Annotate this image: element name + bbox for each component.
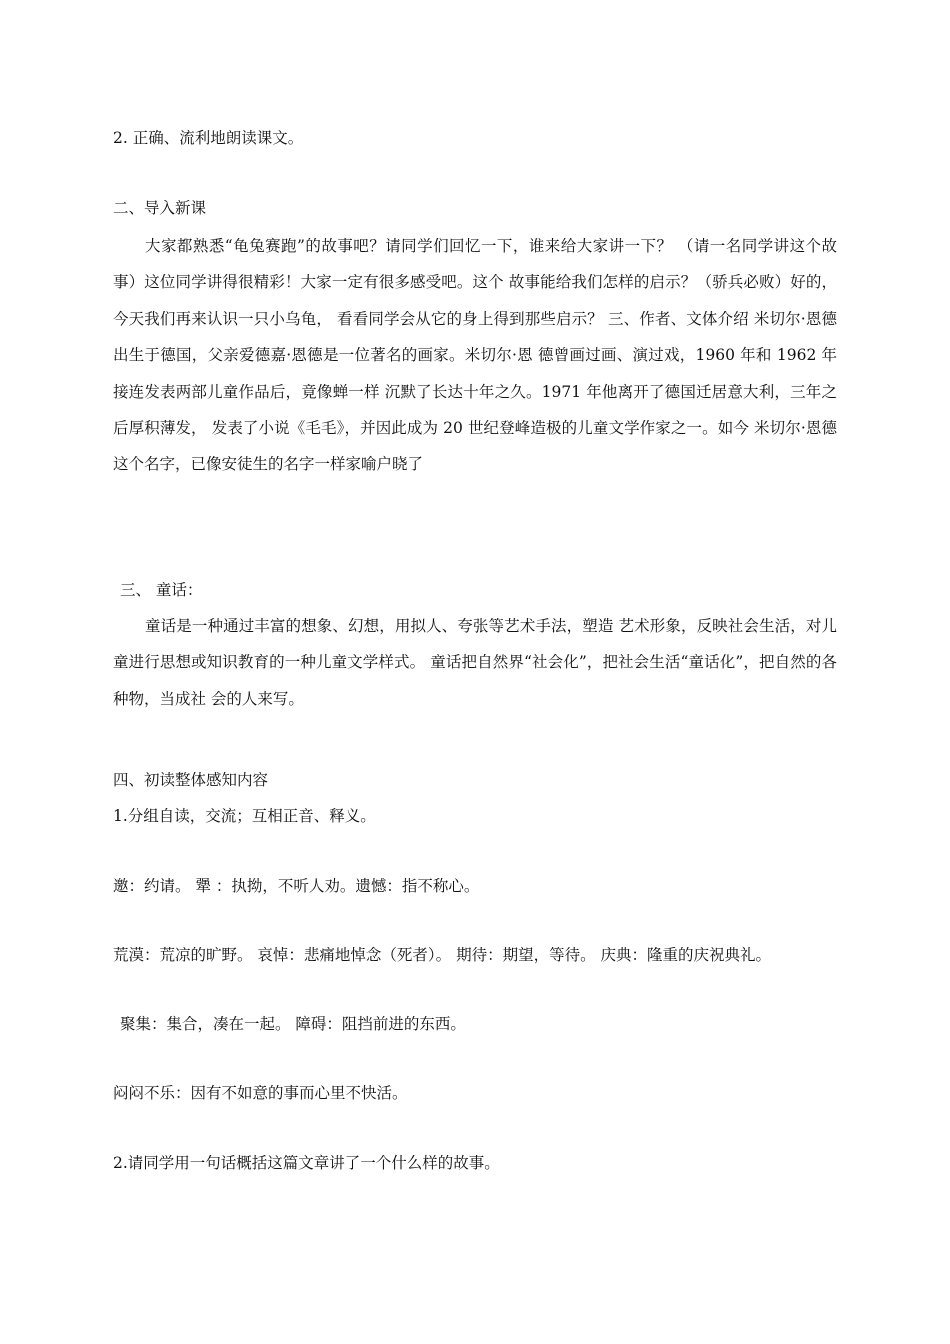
lead-in-paragraph: 大家都熟悉“龟兔赛跑”的故事吧？请同学们回忆一下，谁来给大家讲一下？ （请一名同学讲这个故事）这位同学讲得很精彩！大家一定有很多感受吧。这个 故事能给我们怎样的启示？（骄兵必败）好的，今天我们再来认识一只小乌龟， 看看同学会从它的身上得到那些启示？ 三、作者、文体介绍 米切尔·恩德出生于德国，父亲爱德嘉·恩德是一位著名的画家。米切尔·恩 德曾画过画、演过戏，1960 年和 1962 年接连发表两部儿童作品后，竟像蝉一样 沉默了长达十年之久。1971 年他离开了德国迁居意大利，三年之后厚积薄发， 发表了小说《毛毛》，并因此成为 20 世纪登峰造极的儿童文学作家之一。如今 米切尔·恩德这个名字，已像安徒生的名字一样家喻户晓了 (113, 237, 837, 474)
vocabulary-line-4: 闷闷不乐：因有不如意的事而心里不快活。 (113, 1084, 408, 1102)
section-heading-lead-in: 二、导入新课 (113, 199, 207, 217)
section-heading-first-reading: 四、初读整体感知内容 (113, 771, 269, 789)
vocabulary-line-1: 邀：约请。 犟 ：执拗，不听人劝。遗憾：指不称心。 (113, 877, 480, 895)
objective-item-2: 2. 正确、流利地朗读课文。 (113, 129, 304, 147)
vocabulary-line-2: 荒漠：荒凉的旷野。 哀悼：悲痛地悼念（死者）。 期待：期望，等待。 庆典：隆重的庆祝典礼。 (113, 946, 772, 964)
reading-step-1: 1.分组自读，交流；互相正音、释义。 (113, 807, 376, 825)
vocabulary-line-3: 聚集：集合，凑在一起。 障碍：阻挡前进的东西。 (120, 1015, 466, 1033)
reading-step-2: 2.请同学用一句话概括这篇文章讲了一个什么样的故事。 (113, 1154, 500, 1172)
fairy-tale-paragraph: 童话是一种通过丰富的想象、幻想，用拟人、夸张等艺术手法，塑造 艺术形象，反映社会生活，对儿童进行思想或知识教育的一种儿童文学样式。 童话把自然界“社会化”，把社会生活“童话化”，把自然的各种物，当成社 会的人来写。 (113, 617, 837, 708)
section-heading-fairy-tale: 三、 童话： (120, 581, 203, 599)
